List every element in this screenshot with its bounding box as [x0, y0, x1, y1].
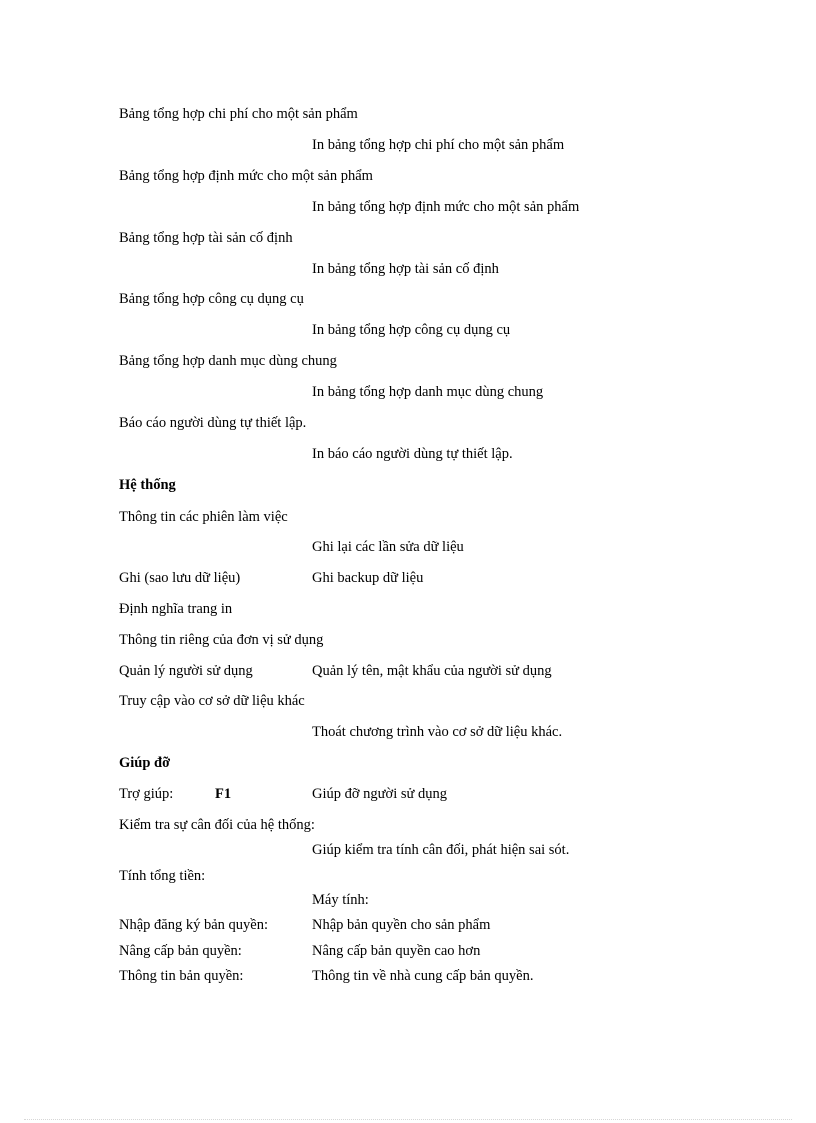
report-item-tools-desc: In bảng tổng hợp công cụ dụng cụ — [312, 322, 511, 338]
balance-check-item: Kiểm tra sự cân đối của hệ thống: — [119, 817, 315, 833]
report-item-norm-summary: Bảng tổng hợp định mức cho một sản phẩm — [119, 168, 373, 184]
user-management-item: Quản lý người sử dụng — [119, 663, 253, 679]
license-info-desc: Thông tin về nhà cung cấp bản quyền. — [312, 968, 534, 984]
license-register-desc: Nhập bản quyền cho sản phẩm — [312, 917, 491, 933]
license-upgrade-item: Nâng cấp bản quyền: — [119, 943, 242, 959]
sum-money-desc: Máy tính: — [312, 892, 369, 908]
report-item-fixed-assets: Bảng tổng hợp tài sản cố định — [119, 230, 293, 246]
page-bottom-divider — [24, 1119, 792, 1120]
license-upgrade-desc: Nâng cấp bản quyền cao hơn — [312, 943, 481, 959]
report-item-custom-report-desc: In báo cáo người dùng tự thiết lập. — [312, 446, 513, 462]
report-item-norm-summary-desc: In bảng tổng hợp định mức cho một sản phẩm — [312, 199, 580, 215]
sum-money-item: Tính tổng tiền: — [119, 868, 206, 884]
help-item: Trợ giúp: — [119, 786, 174, 802]
page-definition-item: Định nghĩa trang in — [119, 601, 233, 617]
user-management-desc: Quản lý tên, mật khẩu của người sử dụng — [312, 663, 552, 679]
unit-info-item: Thông tin riêng của đơn vị sử dụng — [119, 632, 324, 648]
session-info-desc: Ghi lại các lần sửa dữ liệu — [312, 539, 464, 555]
license-register-item: Nhập đăng ký bản quyền: — [119, 917, 268, 933]
report-item-common-catalog: Bảng tổng hợp danh mục dùng chung — [119, 353, 337, 369]
report-item-tools: Bảng tổng hợp công cụ dụng cụ — [119, 291, 304, 307]
session-info-item: Thông tin các phiên làm việc — [119, 509, 288, 525]
report-item-cost-summary-desc: In bảng tổng hợp chi phí cho một sản phẩm — [312, 137, 565, 153]
other-database-item: Truy cập vào cơ sở dữ liệu khác — [119, 693, 305, 709]
report-item-cost-summary: Bảng tổng hợp chi phí cho một sản phẩm — [119, 106, 358, 122]
help-shortcut-key: F1 — [215, 786, 232, 802]
help-desc: Giúp đỡ người sử dụng — [312, 786, 447, 802]
other-database-desc: Thoát chương trình vào cơ sở dữ liệu khác. — [312, 724, 563, 740]
report-item-fixed-assets-desc: In bảng tổng hợp tài sản cố định — [312, 261, 499, 277]
help-heading: Giúp đỡ — [119, 755, 171, 771]
license-info-item: Thông tin bản quyền: — [119, 968, 244, 984]
report-item-custom-report: Báo cáo người dùng tự thiết lập. — [119, 415, 307, 431]
report-item-common-catalog-desc: In bảng tổng hợp danh mục dùng chung — [312, 384, 544, 400]
system-heading: Hệ thống — [119, 477, 176, 493]
backup-desc: Ghi backup dữ liệu — [312, 570, 424, 586]
backup-item: Ghi (sao lưu dữ liệu) — [119, 570, 241, 586]
balance-check-desc: Giúp kiểm tra tính cân đối, phát hiện sai sót. — [312, 842, 570, 858]
